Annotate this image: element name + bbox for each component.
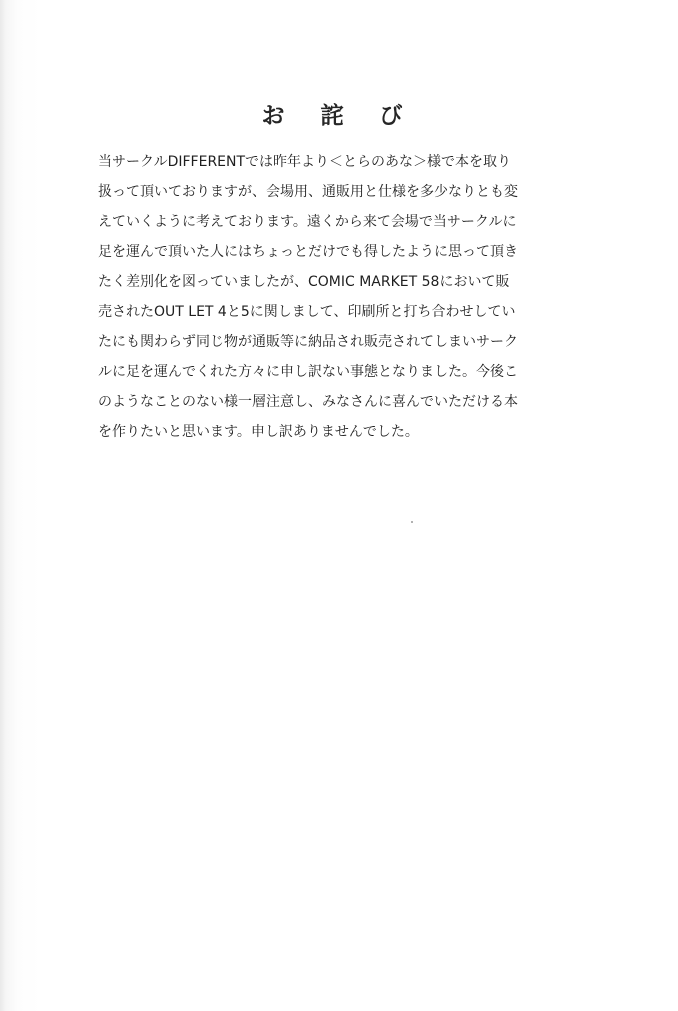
body-line-9: のようなことのない様一層注意し、みなさんに喜んでいただける本 — [98, 394, 518, 410]
body-line-8: ルに足を運んでくれた方々に申し訳ない事態となりました。今後こ — [98, 364, 518, 380]
body-line-4: 足を運んで頂いた人にはちょっとだけでも得したように思って頂き — [98, 244, 518, 260]
body-line-7: たにも関わらず同じ物が通販等に納品され販売されてしまいサーク — [98, 334, 518, 350]
body-line-2: 扱って頂いておりますが、会場用、通販用と仕様を多少なりとも変 — [98, 184, 518, 200]
body-line-1: 当サークルDIFFERENTでは昨年より＜とらのあな＞様で本を取り — [98, 154, 512, 170]
body-line-10: を作りたいと思います。申し訳ありませんでした。 — [98, 424, 419, 440]
body-line-6: 売されたOUT LET 4と5に関しまして、印刷所と打ち合わせしてい — [98, 304, 516, 320]
apology-body — [98, 147, 568, 447]
body-line-3: えていくように考えております。遠くから来て会場で当サークルに — [98, 214, 517, 230]
page-title: お 詫 び — [261, 103, 417, 129]
paper-speck — [411, 521, 413, 523]
body-line-5: たく差別化を図っていましたが、COMIC MARKET 58において販 — [98, 274, 510, 290]
